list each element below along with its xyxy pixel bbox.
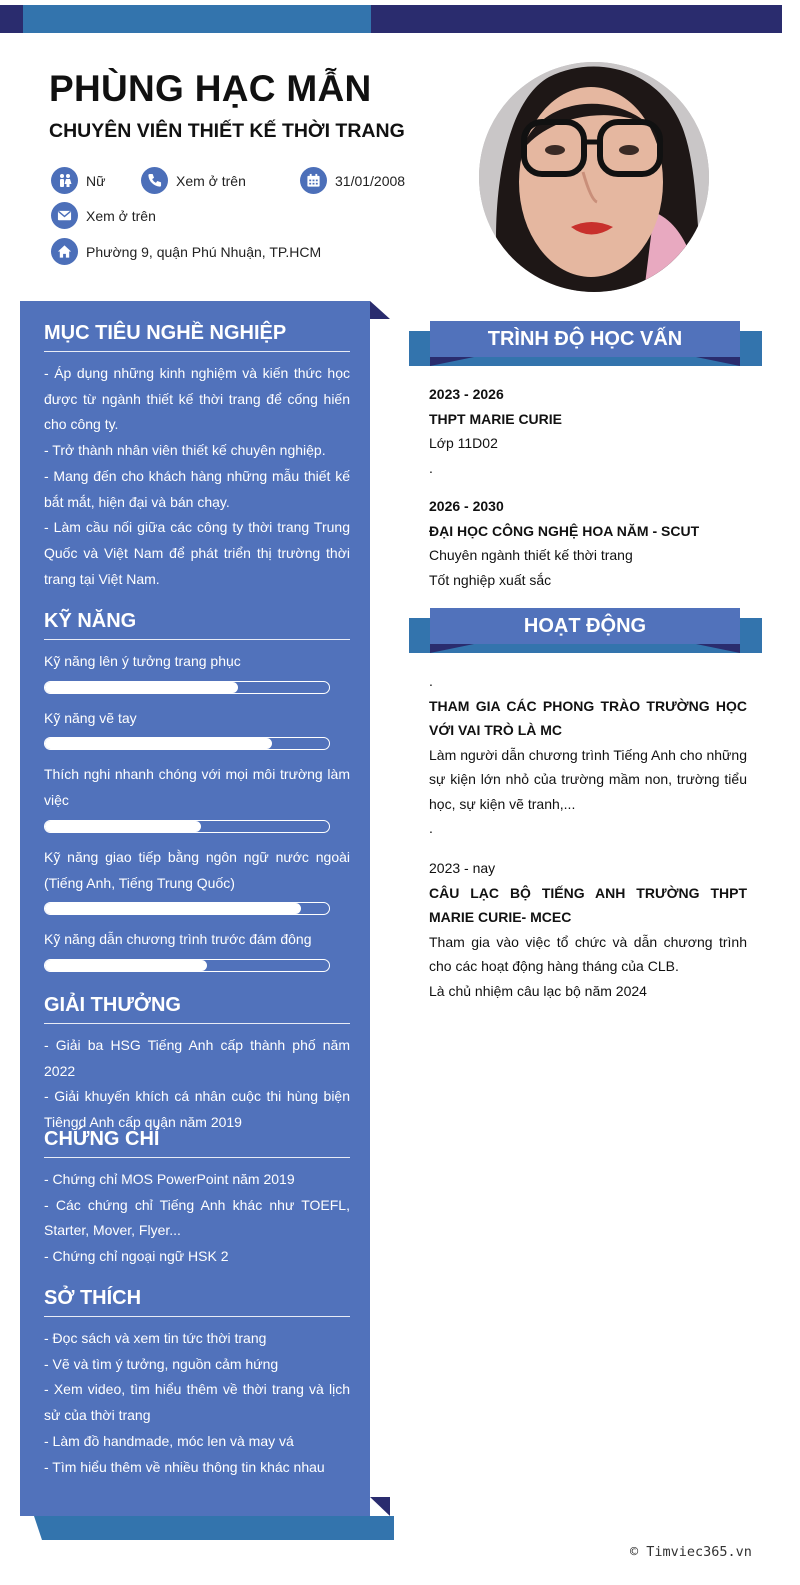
skills-section [44, 610, 350, 984]
left-panel-bottom-strip [34, 1516, 394, 1540]
award-line: - Giải khuyến khích cá nhân cuộc thi hùng biện Tiêngd Anh cấp quận năm 2019 [44, 1088, 350, 1131]
objective-line: - Làm cầu nối giữa các công ty thời trang Trung Quốc và Việt Nam để phát triển thị trường thời trang tại Việt Nam. [44, 519, 350, 587]
hobby-line: - Tìm hiểu thêm về nhiều thông tin khác nhau [44, 1458, 325, 1475]
objective-line: - Trở thành nhân viên thiết kế chuyên nghiệp. [44, 442, 326, 459]
activity-name: THAM GIA CÁC PHONG TRÀO TRƯỜNG HỌC VỚI VAI TRÒ LÀ MC [429, 697, 747, 738]
activity-entry [429, 856, 747, 1003]
objective-heading: MỤC TIÊU NGHỀ NGHIỆP [44, 322, 350, 352]
activity-detail: Làm người dẫn chương trình Tiếng Anh cho những sự kiện lớn nhỏ của trường mầm non, trường tiểu học, sự kiện vẽ tranh,... [429, 746, 747, 812]
email-icon [51, 202, 78, 229]
education-period: 2026 - 2030 [429, 498, 504, 514]
activity-detail: . [429, 820, 433, 836]
hobbies-section [44, 1287, 350, 1480]
left-panel-fold [370, 301, 390, 319]
skill-bar [44, 959, 330, 972]
certificate-line: - Các chứng chỉ Tiếng Anh khác như TOEFL, Starter, Mover, Flyer... [44, 1196, 350, 1239]
activity-period: 2023 - nay [429, 860, 496, 876]
education-period: 2023 - 2026 [429, 386, 504, 402]
phone-icon [141, 167, 168, 194]
objective-line: - Áp dụng những kinh nghiệm và kiến thức học được từ ngành thiết kế thời trang để cống hiến cho công ty. [44, 365, 350, 433]
skill-bar [44, 737, 330, 750]
home-icon [51, 238, 78, 265]
hobbies-heading: SỞ THÍCH [44, 1287, 350, 1317]
candidate-name: PHÙNG HẠC MẪN [49, 68, 372, 109]
info-gender [51, 167, 105, 194]
education-school: THPT MARIE CURIE [429, 410, 562, 427]
skills-heading: KỸ NĂNG [44, 610, 350, 640]
award-line: - Giải ba HSG Tiếng Anh cấp thành phố năm 2022 [44, 1037, 350, 1079]
hobby-line: - Làm đồ handmade, móc len và may vá [44, 1432, 294, 1449]
birthday-value: 31/01/2008 [335, 172, 406, 189]
education-heading: TRÌNH ĐỘ HỌC VẤN [430, 321, 740, 357]
skill-label: Kỹ năng giao tiếp bằng ngôn ngữ nước ngoài (Tiếng Anh, Tiếng Trung Quốc) [44, 848, 350, 891]
skill-bar-fill [45, 960, 207, 971]
education-header [409, 321, 762, 367]
activity-name: CÂU LẠC BỘ TIẾNG ANH TRƯỜNG THPT MARIE CURIE- MCEC [429, 884, 747, 925]
info-birthday [300, 167, 405, 194]
certificates-heading: CHỨNG CHỈ [44, 1128, 350, 1158]
email-value: Xem ở trên [86, 207, 156, 224]
skill-label: Kỹ năng lên ý tưởng trang phục [44, 653, 241, 669]
gender-icon [51, 167, 78, 194]
skill-label: Thích nghi nhanh chóng với mọi môi trường làm việc [44, 766, 350, 809]
info-address [51, 238, 321, 265]
education-header-fold-right [696, 357, 740, 366]
certificate-line: - Chứng chỉ ngoại ngữ HSK 2 [44, 1248, 229, 1265]
skill-bar-fill [45, 738, 272, 749]
skill-bar-fill [45, 821, 201, 832]
info-email [51, 202, 156, 229]
education-school: ĐẠI HỌC CÔNG NGHỆ HOA NĂM - SCUT [429, 522, 700, 539]
watermark: © Timviec365.vn [630, 1544, 752, 1560]
top-banner-accent [23, 5, 371, 33]
activities-header [409, 608, 762, 654]
activities-header-fold-right [696, 644, 740, 653]
education-detail: Chuyên ngành thiết kế thời trang [429, 547, 633, 563]
activities-header-fold-left [430, 644, 474, 653]
activity-detail: Là chủ nhiệm câu lạc bộ năm 2024 [429, 982, 647, 999]
objective-section [44, 322, 350, 592]
address-value: Phường 9, quận Phú Nhuận, TP.HCM [86, 243, 322, 260]
hobby-line: - Xem video, tìm hiểu thêm về thời trang và lịch sử của thời trang [44, 1381, 350, 1424]
hobby-line: - Đọc sách và xem tin tức thời trang [44, 1330, 267, 1346]
education-detail: . [429, 459, 433, 476]
phone-value: Xem ở trên [176, 172, 246, 189]
left-panel-bottom-fold [370, 1497, 390, 1516]
skill-bar-fill [45, 682, 238, 693]
skill-bar [44, 902, 330, 915]
education-entry [429, 382, 747, 480]
calendar-icon [300, 167, 327, 194]
education-header-fold-left [430, 357, 474, 366]
profile-photo [479, 62, 709, 292]
education-detail: Lớp 11D02 [429, 435, 498, 451]
activity-detail: Tham gia vào việc tổ chức và dẫn chương trình cho các hoạt động hàng tháng của CLB. [429, 933, 747, 974]
education-entry [429, 494, 747, 592]
skill-bar [44, 681, 330, 694]
awards-heading: GIẢI THƯỞNG [44, 994, 350, 1024]
info-phone [141, 167, 246, 194]
hobby-line: - Vẽ và tìm ý tưởng, nguồn cảm hứng [44, 1355, 279, 1372]
gender-value: Nữ [86, 172, 106, 189]
certificates-section [44, 1128, 350, 1270]
activity-period: . [429, 673, 433, 689]
activity-entry [429, 669, 747, 841]
activities-heading: HOẠT ĐỘNG [430, 608, 740, 644]
skill-bar [44, 820, 330, 833]
education-detail: Tốt nghiệp xuất sắc [429, 571, 552, 588]
awards-section [44, 994, 350, 1136]
top-banner [0, 5, 782, 33]
objective-line: - Mang đến cho khách hàng những mẫu thiết kế bắt mắt, hiện đại và bán chạy. [44, 467, 350, 510]
skill-label: Kỹ năng dẫn chương trình trước đám đông [44, 931, 312, 948]
job-title: CHUYÊN VIÊN THIẾT KẾ THỜI TRANG [49, 120, 405, 142]
skill-bar-fill [45, 903, 301, 914]
certificate-line: - Chứng chỉ MOS PowerPoint năm 2019 [44, 1171, 295, 1187]
skill-label: Kỹ năng vẽ tay [44, 709, 137, 726]
